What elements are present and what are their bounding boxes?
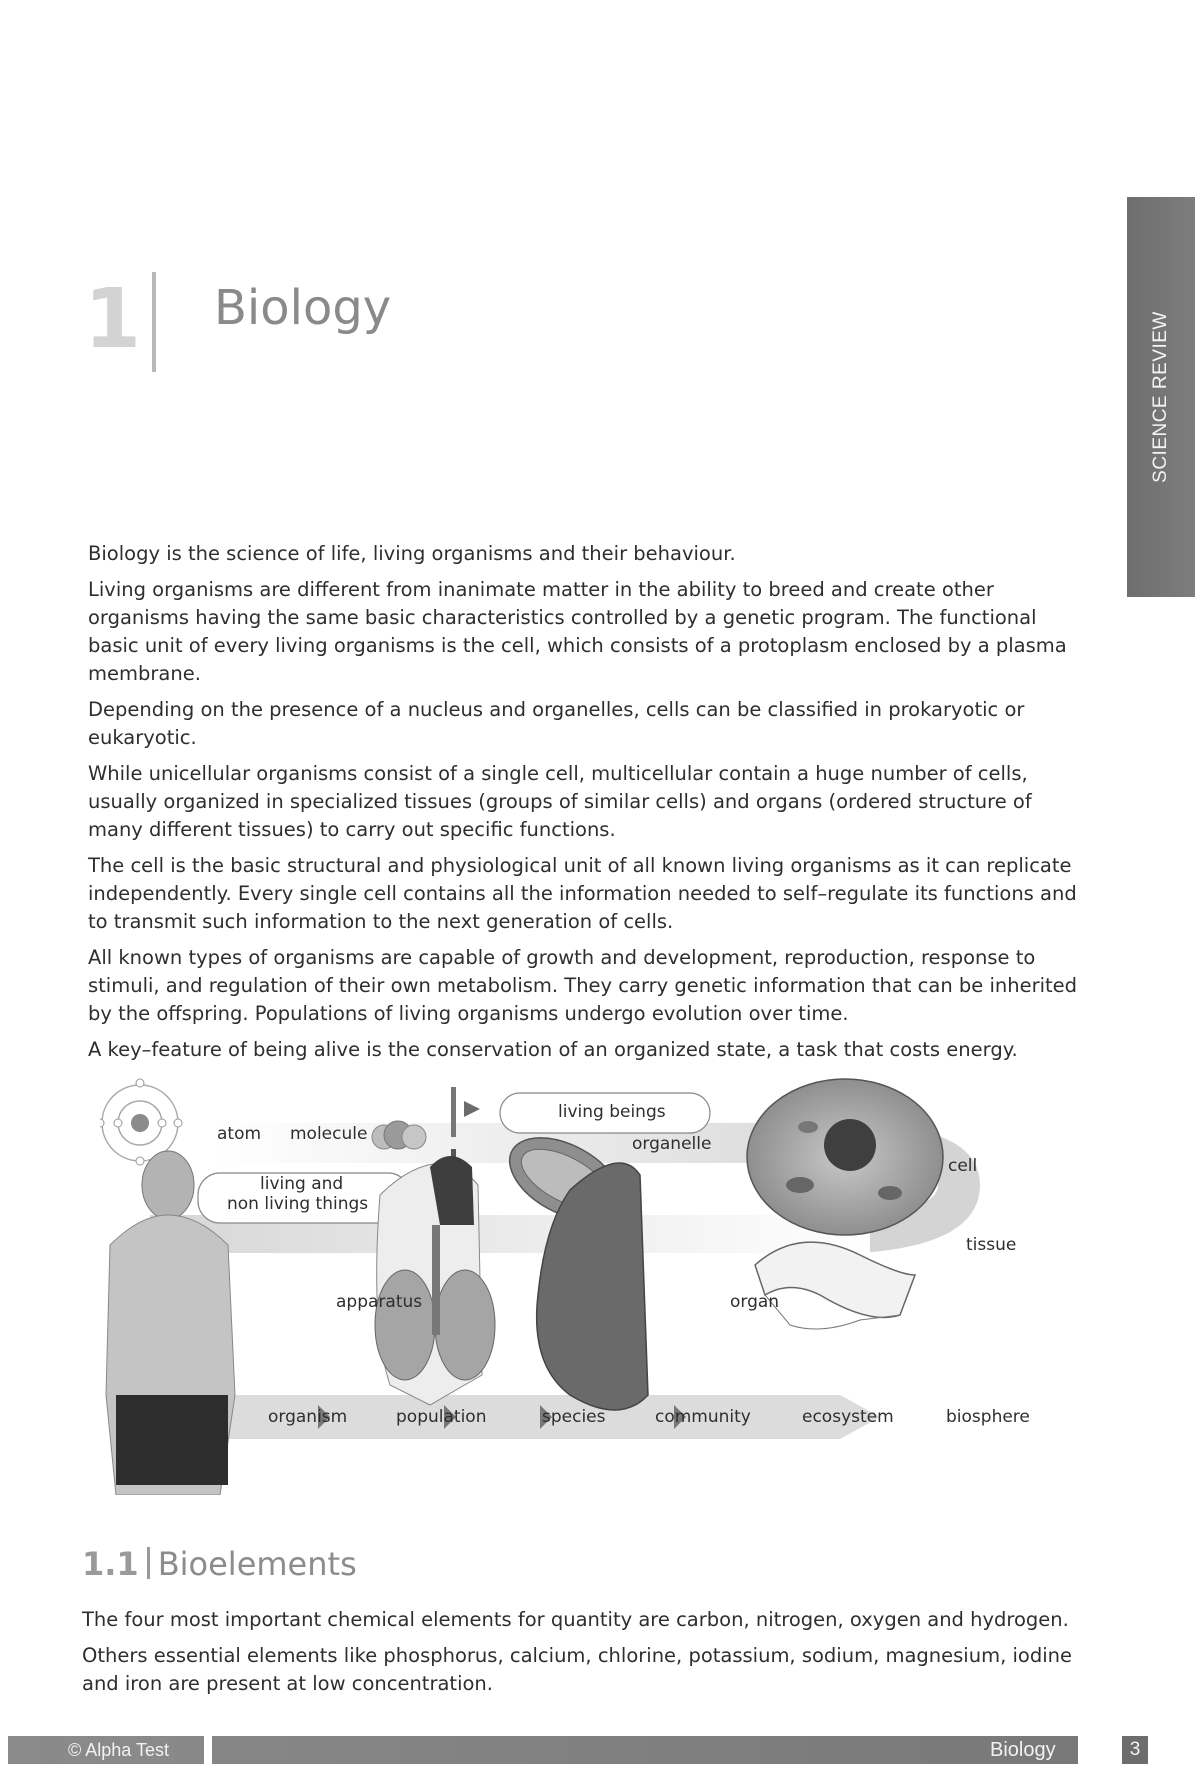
page-number: 3 (1122, 1736, 1148, 1764)
paragraph: Biology is the science of life, living organisms and their behaviour. (88, 542, 736, 565)
molecule-sphere (402, 1125, 426, 1149)
organization-levels-figure (100, 1075, 1060, 1495)
side-tab-label: SCIENCE REVIEW (1150, 311, 1171, 483)
section-title: Bioelements (157, 1545, 357, 1583)
chapter-number: 1 (84, 272, 142, 367)
cell-nucleus (824, 1119, 876, 1171)
atom-electron (100, 1119, 104, 1127)
human-head (142, 1151, 194, 1219)
chapter-divider (152, 272, 156, 372)
paragraph: Depending on the presence of a nucleus and organelles, cells can be classified in prokaryotic or eukaryotic. (88, 698, 1025, 749)
cell-organelle (878, 1186, 902, 1200)
footer-section-name: Biology (990, 1739, 1056, 1761)
atom-electron (158, 1119, 166, 1127)
section-divider (147, 1547, 150, 1579)
paragraph: The four most important chemical elements for quantity are carbon, nitrogen, oxygen and hydrogen. (82, 1608, 1069, 1631)
paragraph: A key–feature of being alive is the conservation of an organized state, a task that costs energy. (88, 1038, 1018, 1061)
cell-organelle (798, 1121, 818, 1133)
paragraph: Others essential elements like phosphorus, calcium, chlorine, potassium, sodium, magnesium, iodine and iron are present at low concentration. (82, 1644, 1072, 1695)
atom-electron (114, 1119, 122, 1127)
label-apparatus: apparatus (336, 1292, 423, 1312)
footer-bar (8, 1736, 1143, 1764)
atom-nucleus (131, 1114, 149, 1132)
label-species: species (542, 1407, 606, 1427)
atom-electron (174, 1119, 182, 1127)
label-cell: cell (948, 1156, 978, 1176)
arrow-right-icon (464, 1101, 480, 1117)
label-biosphere: biosphere (946, 1407, 1030, 1427)
footer-spacer (1078, 1736, 1122, 1764)
paragraph: Living organisms are different from inanimate matter in the ability to breed and create other organisms having the same basic characteristics controlled by a genetic program. The functional basic unit of every living organisms is the cell, which consists of a protoplasm enclosed by a plasma membrane. (88, 578, 1067, 685)
label-community: community (655, 1407, 751, 1427)
label-organ: organ (730, 1292, 780, 1312)
label-population: population (396, 1407, 487, 1427)
label-atom: atom (217, 1124, 262, 1144)
label-organelle: organelle (632, 1134, 712, 1154)
atom-electron (136, 1157, 144, 1165)
label-living-beings: living beings (558, 1102, 666, 1122)
side-section-tab (1127, 197, 1195, 597)
label-organism: organism (268, 1407, 348, 1427)
paragraph: The cell is the basic structural and physiological unit of all known living organisms as it can replicate independently. Every single cell contains all the information needed to self–regulate its functions and to transmit such information to the next generation of cells. (88, 854, 1077, 933)
intro-text (88, 540, 1083, 1072)
paragraph: While unicellular organisms consist of a single cell, multicellular contain a huge number of cells, usually organized in specialized tissues (groups of similar cells) and organs (ordered structure of many different tissues) to carry out specific functions. (88, 762, 1032, 841)
atom-electron (136, 1079, 144, 1087)
footer-spacer (204, 1736, 212, 1764)
trachea (432, 1225, 440, 1335)
band-bottom (220, 1260, 780, 1277)
section-heading (82, 1545, 357, 1583)
section-number: 1.1 (82, 1545, 139, 1583)
footer-copyright: © Alpha Test (62, 1737, 175, 1763)
section-text (82, 1606, 1082, 1706)
lung-right (435, 1270, 495, 1380)
cell-organelle (786, 1177, 814, 1193)
lung-left (375, 1270, 435, 1380)
label-molecule: molecule (290, 1124, 368, 1144)
label-living-and: living and (260, 1174, 344, 1194)
paragraph: All known types of organisms are capable of growth and development, reproduction, response to stimuli, and regulation of their own metabolism. They carry genetic information that can be inherited by the offspring. Populations of living organisms undergo evolution over time. (88, 946, 1078, 1025)
label-non-living-things: non living things (227, 1194, 369, 1214)
label-tissue: tissue (966, 1235, 1017, 1255)
chapter-title: Biology (214, 280, 392, 336)
human-shorts (116, 1395, 228, 1485)
label-ecosystem: ecosystem (802, 1407, 894, 1427)
vertical-divider-top (451, 1087, 456, 1137)
